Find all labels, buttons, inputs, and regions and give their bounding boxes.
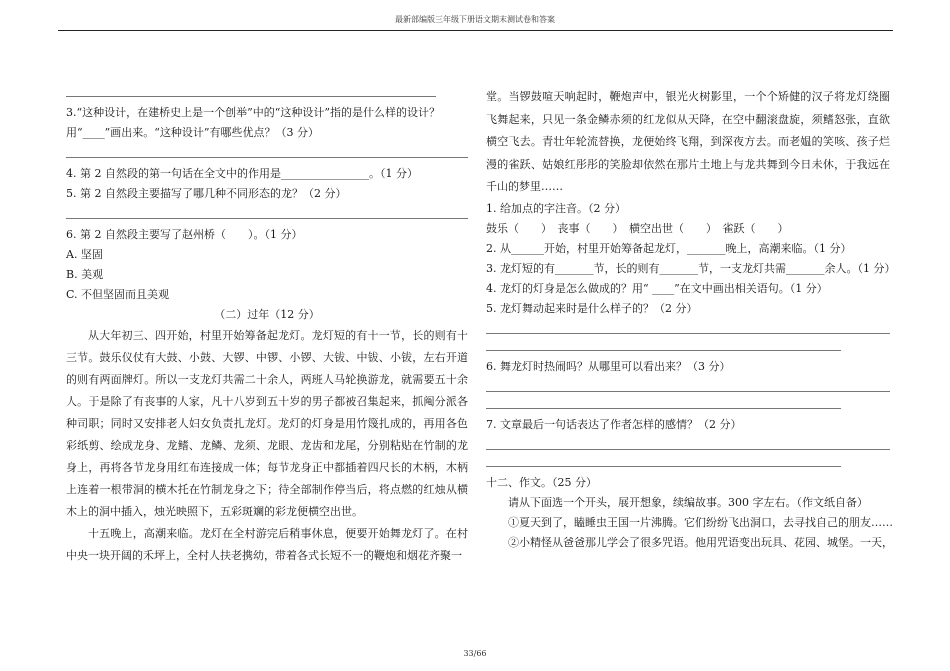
question-4: 4. 龙灯的灯身是怎么做成的？用“ ____”在文中画出相关语句。（1 分）: [486, 281, 828, 295]
passage-paragraph-2: 十五晚上，高潮来临。龙灯在全村游完后稍事休息，便要开始舞龙灯了。在村中央一块开阔的禾坪上，全村人扶老携幼，带着各式长短不一的鞭炮和烟花齐聚一: [66, 527, 468, 562]
page-number: 33/66: [463, 649, 487, 658]
question-2: 2. 从______开始，村里开始筹备起龙灯，_______晚上，高潮来临。（1 分）: [486, 241, 852, 255]
answer-line: [486, 456, 841, 467]
option-c: C. 不但坚固而且美观: [66, 288, 170, 301]
answer-line: [486, 323, 890, 334]
answer-line: [66, 147, 468, 158]
question-5: 5. 第 2 自然段主要描写了哪几种不同形态的龙？（2 分）: [66, 187, 347, 200]
answer-line: [66, 208, 468, 219]
option-a: A. 坚固: [66, 248, 103, 261]
page-header: 最新部编版三年级下册语文期末测试卷和答案: [395, 15, 555, 24]
question-7: 7. 文章最后一句话表达了作者怎样的感情？（2 分）: [486, 417, 742, 431]
section-title: （二）过年（12 分）: [214, 308, 320, 321]
essay-instructions: 请从下面选一个开头，展开想象，续编故事。300 字左右。（作文纸自备）: [508, 495, 868, 509]
answer-line: [486, 398, 841, 409]
answer-line: [486, 439, 890, 450]
question-3-line2: 用“____”画出来。“这种设计”有哪些优点？（3 分）: [66, 126, 319, 139]
question-5: 5. 龙灯舞动起来时是什么样子的？（2 分）: [486, 301, 698, 315]
question-6: 6. 第 2 自然段主要写了赵州桥（ ）。（1 分）: [66, 228, 303, 241]
question-1-items: 鼓乐（ ） 丧事（ ） 横空出世（ ） 雀跃（ ）: [486, 221, 789, 235]
answer-line: [486, 381, 890, 392]
answer-line: [66, 86, 436, 97]
question-3-line1: 3.“这种设计，在建桥史上是一个创举”中的“这种设计”指的是什么样的设计？: [66, 106, 440, 119]
essay-option-1: ①夏天到了，瞌睡虫王国一片沸腾。它们纷纷飞出洞口，去寻找自己的朋友……: [508, 515, 893, 529]
question-1: 1. 给加点的字注音。（2 分）: [486, 201, 626, 215]
question-6: 6. 舞龙灯时热闹吗？从哪里可以看出来？（3 分）: [486, 359, 731, 373]
left-column: [66, 86, 468, 567]
option-b: B. 美观: [66, 268, 104, 281]
section-12-title: 十二、作文。（25 分）: [486, 475, 597, 489]
right-column: [486, 86, 896, 553]
question-4: 4. 第 2 自然段的第一句话在全文中的作用是________________。（1 分）: [66, 167, 418, 180]
answer-line: [486, 340, 841, 351]
passage-continuation: 堂。当锣鼓喧天响起时，鞭炮声中，银光火树影里，一个个矫健的汉子将龙灯绕圈飞舞起来，只见一条金鳞赤须的红龙似从天降，在空中翻滚盘旋，须鳍怒张，直欲横空飞去。青壮年轮流替换，龙便始终飞翔，到深夜方去。而老媪的笑咳、孩子烂漫的雀跃、姑娘红彤彤的笑脸却依然在那片土地上与龙共舞到今日未休，于我远在千山的梦里……: [486, 90, 890, 193]
header-divider: [58, 30, 893, 31]
passage-paragraph-1: 从大年初三、四开始，村里开始筹备起龙灯。龙灯短的有十一节，长的则有十三节。鼓乐仪仗有大鼓、小鼓、大锣、中锣、小锣、大钹、中钹、小钹，左右开道的则有两面牌灯。所以一支龙灯共需二十余人，两班人马轮换游龙，就需要五十余人。于是除了有丧事的人家，凡十八岁到五十岁的男子都被召集起来，抓阄分派各种司职；同时又安排老人妇女负责扎龙灯。龙灯的灯身是用竹篾扎成的，再用各色彩纸剪、绘成龙身、龙鳍、龙鳞、龙须、龙眼、龙齿和龙尾，分别粘贴在竹制的龙身上，再将各节龙身用红布连接成一体；每节龙身正中都插着四尺长的木柄，木柄上连着一根带洞的横木托在竹制龙身之下；待全部制作停当后，将点燃的红烛从横木上的洞中插入，烛光映照下，五彩斑斓的彩龙便横空出世。: [66, 329, 468, 518]
essay-option-2: ②小精怪从爸爸那儿学会了很多咒语。他用咒语变出玩具、花园、城堡。一天，: [508, 535, 893, 549]
question-3: 3. 龙灯短的有_______节，长的则有_______节，一支龙灯共需_______余人。（1 分）: [486, 261, 896, 275]
